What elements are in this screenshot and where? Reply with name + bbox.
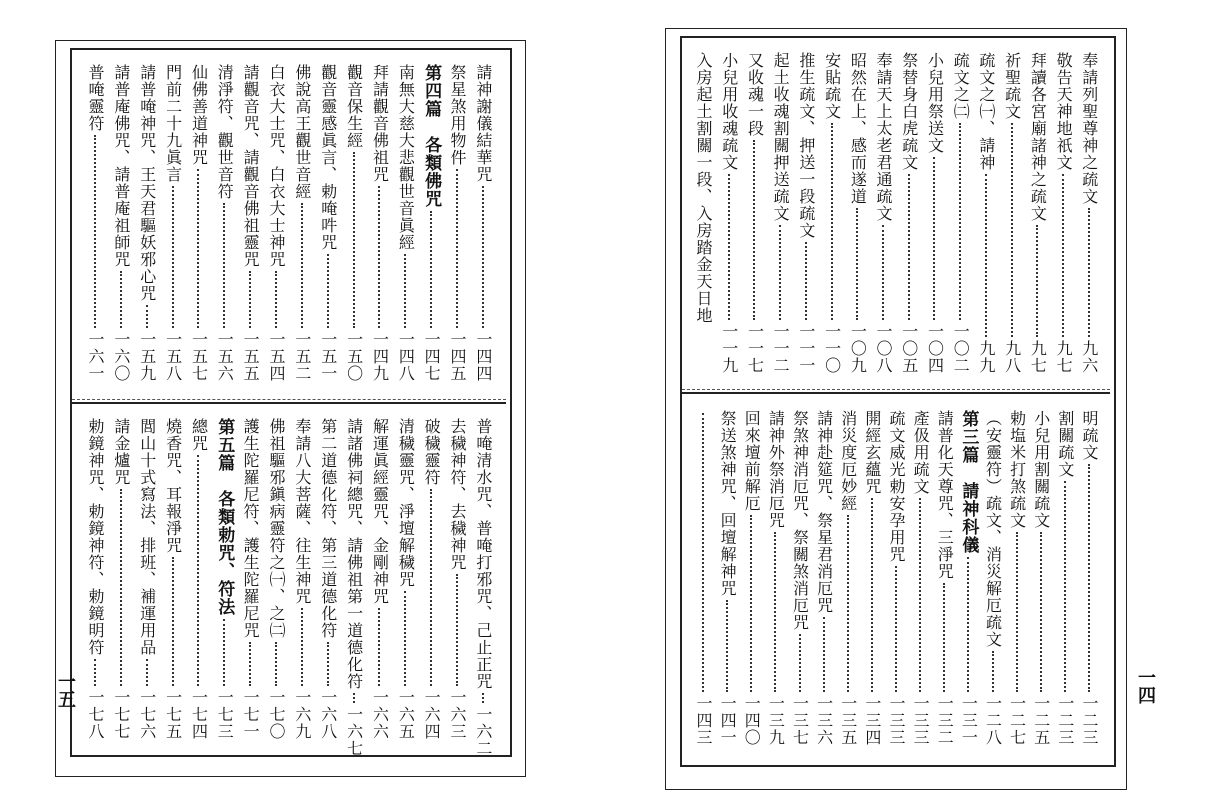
toc-leader-dots: [882, 225, 884, 320]
toc-entry: [448, 64, 466, 382]
toc-page-number: 一五七: [189, 331, 209, 382]
toc-entry-title: 佛說高王觀世音經: [292, 64, 312, 200]
toc-entry-title: 奉請天上太老君通疏文: [874, 52, 894, 222]
toc-entry-title: 敬告天神地祇文: [1054, 52, 1074, 171]
toc-page-number: 一五四: [267, 331, 287, 382]
toc-page-number: 一三五: [838, 695, 858, 746]
toc-entry: [293, 418, 311, 740]
toc-page-number: 一三六: [814, 695, 834, 746]
toc-page-number: 一四七: [422, 331, 442, 382]
toc-entry-title: 請神外祭消厄咒: [766, 410, 786, 529]
toc-leader-dots: [1040, 532, 1042, 692]
toc-entry: [86, 418, 104, 740]
toc-entry: [138, 418, 156, 740]
toc-page-number: 九七: [1054, 340, 1074, 374]
toc-entry: [815, 410, 833, 746]
toc-page-number: 一六九: [292, 689, 312, 740]
toc-leader-dots: [959, 123, 961, 320]
left-page-top-toc: [86, 64, 492, 382]
toc-leader-dots: [919, 498, 921, 692]
toc-entry: [319, 418, 337, 740]
toc-leader-dots: [378, 186, 380, 328]
toc-page-number: 一四〇: [742, 695, 762, 746]
toc-leader-dots: [172, 557, 174, 686]
toc-leader-dots: [1088, 208, 1090, 337]
toc-section-heading: [215, 418, 233, 740]
toc-page-number: 一五一: [318, 331, 338, 382]
toc-leader-dots: [750, 515, 752, 692]
left-page-bottom-toc: [86, 418, 493, 757]
toc-entry: [448, 418, 466, 740]
toc-entry-title: 第四篇 各類佛咒: [421, 64, 442, 208]
toc-entry: [791, 410, 809, 746]
right-page-section-divider: [682, 392, 1110, 394]
toc-page-number: 一六一: [86, 331, 105, 382]
toc-entry: [422, 418, 440, 740]
toc-entry-title: 去穢神符、去穢神咒: [448, 418, 468, 571]
toc-leader-dots: [908, 174, 910, 320]
toc-entry-title: 又收魂一段: [745, 52, 765, 137]
toc-entry: [1054, 52, 1072, 374]
right-page-top-toc: [694, 52, 1098, 374]
toc-leader-dots: [146, 305, 148, 328]
toc-entry: [797, 52, 815, 374]
toc-leader-dots: [353, 152, 355, 328]
toc-page-number: 一四一: [718, 695, 738, 746]
toc-page-number: 一七七: [111, 689, 131, 740]
toc-entry-title: 昭然在上、感而遂道: [848, 52, 868, 205]
toc-entry: [241, 418, 259, 740]
toc-page-number: 一六七: [344, 706, 364, 757]
toc-entry-title: 南無大慈大悲觀世音眞經: [396, 64, 416, 251]
toc-page-number: 一一九: [719, 323, 739, 374]
toc-entry: [720, 52, 738, 374]
toc-page-number: 一四八: [396, 331, 416, 382]
toc-entry-title: 消災度厄妙經: [838, 410, 858, 512]
toc-entry-title: 奉請列聖尊神之疏文: [1079, 52, 1099, 205]
left-page-number: 一五: [55, 672, 76, 708]
toc-leader-dots: [779, 225, 781, 320]
toc-page-number: 九七: [1028, 340, 1048, 374]
toc-page-number: 九八: [1002, 340, 1022, 374]
toc-entry-title: 明疏文: [1080, 410, 1099, 461]
toc-page-number: 一二八: [983, 695, 1003, 746]
toc-leader-dots: [94, 659, 96, 686]
toc-entry: [319, 64, 337, 382]
toc-entry: [164, 418, 182, 740]
toc-entry-title: 護生陀羅尼符、護生陀羅尼咒: [241, 418, 261, 639]
toc-entry-title: 小兒用祭送文: [925, 52, 945, 154]
toc-entry-title: 產伋用疏文: [911, 410, 931, 495]
toc-entry-title: 請普化天尊咒、三淨咒: [935, 410, 955, 580]
toc-entry: [718, 410, 736, 746]
toc-leader-dots: [805, 242, 807, 320]
toc-page-number: 一七〇: [267, 689, 287, 740]
toc-entry: [823, 52, 841, 374]
toc-page-number: 一二五: [1031, 695, 1051, 746]
toc-entry: [863, 410, 881, 746]
toc-entry-title: 疏文威光勅安孕用咒: [887, 410, 906, 563]
toc-entry-title: 第三篇 請神科儀: [958, 410, 979, 554]
toc-entry-title: 請普庵佛咒、請普庵祖師咒: [111, 64, 131, 268]
toc-entry: [1080, 52, 1098, 374]
toc-page-number: 一〇八: [874, 323, 894, 374]
toc-entry-title: 總咒: [189, 418, 209, 452]
toc-leader-dots: [847, 515, 849, 692]
toc-entry-title: 拜讀各宮廟諸神之疏文: [1028, 52, 1048, 222]
toc-entry-title: 推生疏文、押送一段疏文: [796, 52, 816, 239]
toc-page-number: 一三二: [935, 695, 955, 746]
toc-section-heading: [422, 64, 440, 382]
toc-entry: [1028, 52, 1046, 374]
toc-page-number: 一四五: [448, 331, 468, 382]
toc-leader-dots: [967, 557, 969, 692]
toc-page-number: 一六六: [370, 689, 390, 740]
toc-leader-dots: [172, 186, 174, 328]
toc-entry: [887, 410, 905, 746]
toc-entry: [112, 64, 130, 382]
toc-page-number: 一六三: [448, 689, 468, 740]
toc-leader-dots: [249, 642, 251, 686]
toc-leader-dots: [774, 532, 776, 692]
toc-leader-dots: [823, 617, 825, 692]
toc-page-number: 一〇四: [925, 323, 945, 374]
toc-entry: [396, 64, 414, 382]
toc-leader-dots: [1062, 174, 1064, 337]
toc-entry-title: 請神謝儀結華咒: [473, 64, 493, 183]
toc-entry: [766, 410, 784, 746]
toc-page-number: 一〇五: [899, 323, 919, 374]
toc-entry: [241, 64, 259, 382]
toc-entry: [293, 64, 311, 382]
toc-entry-title: 勅鏡神咒、勅鏡神符、勅鏡明符: [86, 418, 105, 656]
toc-page-number: 一一〇: [822, 323, 842, 374]
toc-leader-dots: [985, 174, 987, 337]
toc-page-number: 一七八: [86, 689, 105, 740]
toc-entry-title: 清穢靈咒、淨壇解穢咒: [396, 418, 416, 588]
toc-page-number: 一一一: [796, 323, 816, 374]
toc-entry: [112, 418, 130, 740]
right-page-bottom-toc: [694, 410, 1098, 746]
toc-page-number: 一〇九: [848, 323, 868, 374]
toc-entry: [86, 64, 104, 382]
toc-entry-title: 祭星煞用物件: [448, 64, 468, 166]
toc-leader-dots: [728, 174, 730, 320]
toc-page-number: 一〇二: [951, 323, 971, 374]
toc-page-number: 一七五: [163, 689, 183, 740]
toc-page-number: 一一七: [745, 323, 765, 374]
toc-leader-dots: [482, 186, 484, 328]
toc-leader-dots: [301, 203, 303, 328]
toc-page-number: 一一二: [771, 323, 791, 374]
toc-entry: [911, 410, 929, 746]
toc-leader-dots: [895, 566, 897, 692]
toc-page-number: 一五九: [137, 331, 157, 382]
toc-entry-title: 請金爐咒: [111, 418, 131, 486]
toc-entry-title: 燒香咒、耳報淨咒: [163, 418, 183, 554]
toc-entry-title: 閭山十式寫法、排班、補運用品: [137, 418, 157, 656]
toc-entry-title: 普唵靈符: [86, 64, 105, 132]
toc-page-number: 一七六: [137, 689, 157, 740]
toc-page-number: 一二三: [1055, 695, 1075, 746]
toc-entry-title: 疏文之㈡: [951, 52, 971, 120]
toc-leader-dots: [404, 254, 406, 328]
toc-entry: [189, 64, 207, 382]
toc-entry: [370, 64, 388, 382]
toc-entry: [839, 410, 857, 746]
toc-leader-dots: [1011, 123, 1013, 337]
toc-leader-dots: [378, 608, 380, 686]
toc-entry-title: 門前二十九眞言: [163, 64, 183, 183]
toc-leader-dots: [430, 211, 432, 328]
toc-page-number: 一六五: [396, 689, 416, 740]
toc-entry-title: 白衣大士咒、白衣大士神咒: [267, 64, 287, 268]
toc-leader-dots: [94, 135, 96, 328]
toc-entry-title: 疏文之㈠、請神: [976, 52, 996, 171]
toc-entry: [848, 52, 866, 374]
toc-page-number: 一三九: [766, 695, 786, 746]
toc-leader-dots: [197, 169, 199, 328]
toc-entry-title: 佛祖驅邪鎭病靈符之㈠、之㈡: [267, 418, 287, 639]
toc-leader-dots: [753, 140, 755, 320]
toc-section-heading: [959, 410, 977, 746]
toc-entry-title: 割關疏文: [1055, 410, 1075, 478]
toc-entry: [396, 418, 414, 740]
toc-entry-title: 回來壇前解厄: [742, 410, 762, 512]
toc-leader-dots: [799, 634, 801, 692]
toc-entry: [694, 410, 712, 746]
toc-leader-dots: [146, 659, 148, 686]
toc-page-number: 一七一: [241, 689, 261, 740]
toc-page-number: 一四九: [370, 331, 390, 382]
toc-page-number: 一五八: [163, 331, 183, 382]
toc-entry: [745, 52, 763, 374]
toc-entry: [1032, 410, 1050, 746]
toc-entry-title: 奉請八大菩薩、往生神咒: [292, 418, 312, 605]
toc-entry-title: 觀音保生經: [344, 64, 364, 149]
toc-leader-dots: [301, 608, 303, 686]
toc-entry-title: 解運眞經靈咒、金剛神咒: [370, 418, 390, 605]
toc-page-number: 一七三: [215, 689, 235, 740]
toc-leader-dots: [120, 489, 122, 686]
toc-entry-title: （安靈符）疏文、消災解厄疏文: [983, 410, 1003, 648]
toc-leader-dots: [456, 169, 458, 328]
toc-entry-title: 祭煞神消厄咒、祭關煞消厄咒: [790, 410, 810, 631]
toc-leader-dots: [871, 498, 873, 692]
toc-entry-title: 拜請觀音佛祖咒: [370, 64, 390, 183]
toc-entry-title: 起土收魂割關押送疏文: [771, 52, 791, 222]
toc-entry-title: 觀音靈感眞言、勅唵吽咒: [318, 64, 338, 251]
toc-entry: [189, 418, 207, 740]
toc-entry-title: 小兒用割關疏文: [1031, 410, 1051, 529]
toc-entry: [742, 410, 760, 746]
toc-leader-dots: [702, 413, 704, 692]
toc-entry: [215, 64, 233, 382]
toc-leader-dots: [327, 642, 329, 686]
toc-leader-dots: [120, 271, 122, 328]
toc-page-number: 一五六: [215, 331, 235, 382]
toc-entry: [1003, 52, 1021, 374]
toc-leader-dots: [726, 600, 728, 692]
toc-entry-title: 第二道德化符、第三道德化符: [318, 418, 338, 639]
toc-entry-title: 入房起土割關一段、入房踏金天日地: [694, 52, 713, 324]
toc-leader-dots: [430, 489, 432, 686]
toc-entry-title: 開經玄蘊咒: [862, 410, 882, 495]
toc-leader-dots: [197, 455, 199, 686]
toc-entry-title: 祈聖疏文: [1002, 52, 1022, 120]
toc-entry: [138, 64, 156, 382]
toc-entry: [474, 64, 492, 382]
toc-entry: [164, 64, 182, 382]
left-page-section-divider: [72, 402, 506, 404]
toc-page-number: 一四四: [473, 331, 493, 382]
toc-entry: [1080, 410, 1098, 746]
toc-entry: [951, 52, 969, 374]
toc-entry: [771, 52, 789, 374]
toc-page-number: 九六: [1079, 340, 1099, 374]
toc-leader-dots: [223, 619, 225, 686]
right-page-number: 一四: [1135, 668, 1156, 704]
toc-leader-dots: [992, 651, 994, 692]
toc-page-number: 一五五: [241, 331, 261, 382]
toc-entry-title: 祭替身白虎疏文: [899, 52, 919, 171]
toc-page-number: 九九: [976, 340, 996, 374]
toc-page-number: 一三三: [887, 695, 906, 746]
toc-entry-title: 勅塩米打煞疏文: [1007, 410, 1027, 529]
toc-page-number: 一二三: [1080, 695, 1099, 746]
toc-entry-title: 破穢靈符: [422, 418, 442, 486]
toc-entry: [900, 52, 918, 374]
toc-leader-dots: [275, 271, 277, 328]
toc-entry-title: 仙佛善道神咒: [189, 64, 209, 166]
toc-entry: [977, 52, 995, 374]
toc-entry-title: 請普唵神咒、王天君驅妖邪心咒: [137, 64, 157, 302]
toc-leader-dots: [327, 254, 329, 328]
toc-entry: [267, 64, 285, 382]
toc-entry: [925, 52, 943, 374]
toc-leader-dots: [275, 642, 277, 686]
toc-page-number: 一六四: [422, 689, 442, 740]
toc-entry-title: 請觀音咒、請觀音佛祖靈咒: [241, 64, 261, 268]
toc-page-number: 一六八: [318, 689, 338, 740]
toc-leader-dots: [249, 271, 251, 328]
toc-leader-dots: [404, 591, 406, 686]
toc-entry: [874, 52, 892, 374]
toc-entry-title: 清淨符、觀世音符: [215, 64, 235, 200]
toc-leader-dots: [856, 208, 858, 320]
toc-page-number: 一七四: [189, 689, 209, 740]
toc-leader-dots: [456, 574, 458, 686]
toc-leader-dots: [223, 203, 225, 328]
toc-entry: [1056, 410, 1074, 746]
toc-page-number: 一六二: [473, 706, 493, 757]
toc-page-number: 一六〇: [111, 331, 131, 382]
toc-page-number: 一二七: [1007, 695, 1027, 746]
toc-page-number: 一三四: [862, 695, 882, 746]
toc-entry-title: 祭送煞神咒、回壇解神咒: [718, 410, 738, 597]
toc-entry: [984, 410, 1002, 746]
toc-entry: [370, 418, 388, 740]
toc-leader-dots: [1088, 464, 1090, 692]
toc-page-number: 一四三: [694, 695, 713, 746]
toc-page-number: 一五二: [292, 331, 312, 382]
toc-page-number: 一三七: [790, 695, 810, 746]
toc-entry: [344, 418, 364, 757]
toc-entry-title: 普唵清水咒、普唵打邪咒、己止正咒: [473, 418, 493, 690]
toc-entry-title: 第五篇 各類勅咒、符法: [214, 418, 235, 616]
toc-leader-dots: [943, 583, 945, 692]
toc-entry-title: 安貼疏文: [822, 52, 842, 120]
toc-leader-dots: [482, 693, 484, 703]
toc-entry: [345, 64, 363, 382]
toc-entry: [267, 418, 285, 740]
toc-leader-dots: [1064, 481, 1066, 692]
toc-leader-dots: [831, 123, 833, 320]
toc-entry: [694, 52, 712, 374]
toc-entry: [1008, 410, 1026, 746]
toc-entry-title: 請諸佛祠總咒、請佛祖第一道德化符: [344, 418, 364, 690]
toc-page-number: 一三三: [911, 695, 931, 746]
toc-entry-title: 請神赴筵咒、祭星君消厄咒: [814, 410, 834, 614]
toc-leader-dots: [1036, 225, 1038, 337]
toc-entry: [935, 410, 953, 746]
toc-page-number: 一五〇: [344, 331, 364, 382]
toc-leader-dots: [353, 693, 355, 703]
toc-leader-dots: [1016, 532, 1018, 692]
toc-leader-dots: [933, 157, 935, 320]
toc-page-number: 一三一: [959, 695, 979, 746]
toc-entry-title: 小兒用收魂疏文: [719, 52, 739, 171]
toc-entry: [473, 418, 493, 757]
